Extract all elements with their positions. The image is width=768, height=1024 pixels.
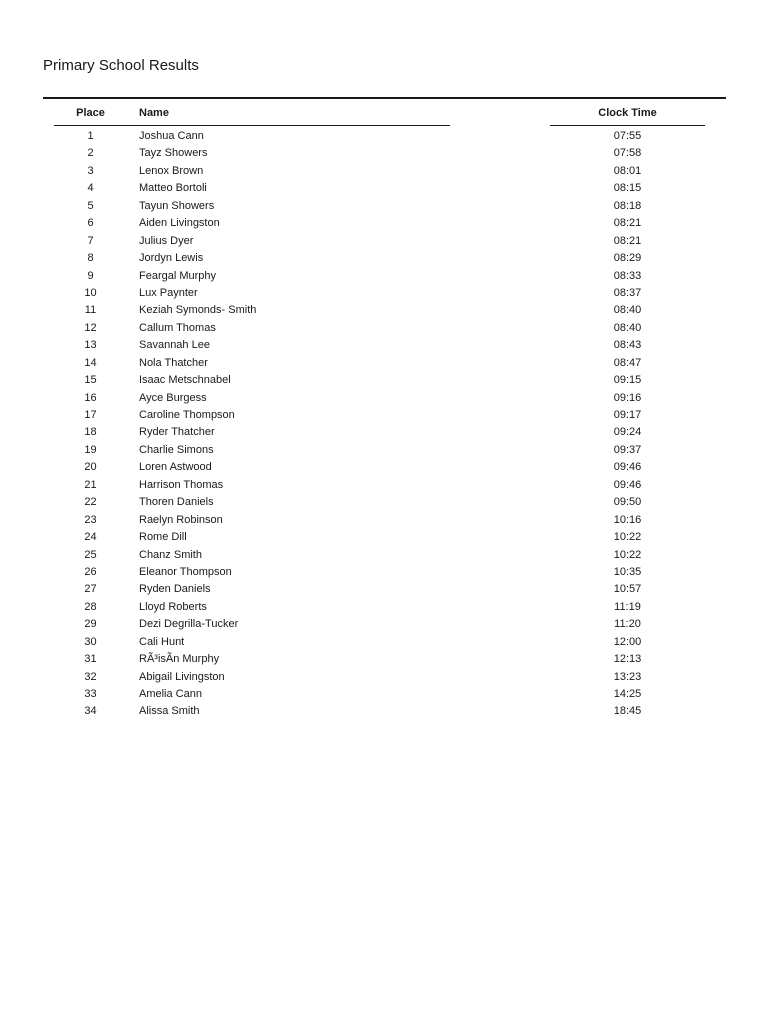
name-cell: Lenox Brown	[139, 164, 204, 177]
table-row	[0, 390, 768, 407]
place-cell: 19	[84, 443, 97, 456]
table-row	[0, 424, 768, 441]
table-row	[0, 163, 768, 180]
place-cell: 20	[84, 461, 97, 474]
clock-time-cell: 09:46	[613, 478, 642, 491]
name-cell: Ryder Thatcher	[139, 426, 215, 439]
place-cell: 10	[84, 286, 97, 299]
column-header-place: Place	[76, 107, 105, 119]
table-row	[0, 459, 768, 476]
table-row	[0, 512, 768, 529]
place-cell: 7	[87, 234, 94, 247]
clock-time-cell: 14:25	[613, 688, 642, 700]
name-cell: Callum Thomas	[139, 321, 216, 334]
name-cell: RÃ³isÃn Murphy	[139, 653, 220, 666]
place-cell: 25	[84, 548, 97, 561]
name-cell: Chanz Smith	[139, 548, 202, 561]
table-row	[0, 581, 768, 598]
table-row	[0, 128, 768, 145]
table-row	[0, 477, 768, 494]
place-cell: 17	[84, 409, 97, 421]
clock-time-cell: 10:57	[613, 583, 642, 596]
column-header-name: Name	[139, 107, 169, 119]
place-cell: 32	[84, 670, 97, 683]
clock-time-cell: 12:00	[613, 635, 642, 648]
clock-time-cell: 11:19	[614, 600, 641, 613]
name-cell: Joshua Cann	[139, 130, 204, 142]
header-underline-name	[127, 125, 450, 126]
clock-time-cell: 08:40	[613, 321, 642, 334]
name-cell: Charlie Simons	[139, 443, 214, 456]
table-row	[0, 250, 768, 267]
clock-time-cell: 08:29	[613, 252, 642, 265]
clock-time-cell: 08:21	[613, 234, 642, 247]
place-cell: 27	[84, 583, 97, 596]
clock-time-cell: 09:50	[613, 496, 642, 509]
place-cell: 34	[84, 705, 97, 718]
clock-time-cell: 10:16	[613, 513, 642, 526]
table-row	[0, 634, 768, 651]
place-cell: 23	[84, 513, 97, 526]
name-cell: Nola Thatcher	[139, 356, 208, 369]
table-row	[0, 145, 768, 162]
column-header-clock-time: Clock Time	[598, 107, 657, 119]
name-cell: Dezi Degrilla-Tucker	[139, 618, 239, 631]
clock-time-cell: 11:20	[614, 618, 641, 631]
name-cell: Ayce Burgess	[139, 391, 207, 404]
name-cell: Caroline Thompson	[139, 409, 235, 421]
place-cell: 14	[84, 356, 97, 369]
place-cell: 11	[84, 304, 97, 317]
place-cell: 4	[87, 182, 94, 195]
table-row	[0, 355, 768, 372]
table-row	[0, 703, 768, 720]
table-row	[0, 651, 768, 668]
table-row	[0, 407, 768, 424]
page-title: Primary School Results	[43, 57, 199, 74]
clock-time-cell: 10:35	[613, 565, 642, 578]
place-cell: 16	[84, 391, 97, 404]
name-cell: Keziah Symonds- Smith	[139, 304, 257, 317]
place-cell: 15	[84, 374, 97, 387]
name-cell: Isaac Metschnabel	[139, 374, 231, 387]
place-cell: 21	[84, 478, 97, 491]
place-cell: 2	[87, 147, 94, 160]
table-row	[0, 285, 768, 302]
place-cell: 24	[84, 531, 97, 544]
name-cell: Jordyn Lewis	[139, 252, 204, 265]
clock-time-cell: 13:23	[613, 670, 642, 683]
header-underline-place	[54, 125, 127, 126]
clock-time-cell: 08:47	[613, 356, 642, 369]
place-cell: 30	[84, 635, 97, 648]
table-row	[0, 302, 768, 319]
table-row	[0, 529, 768, 546]
table-row	[0, 616, 768, 633]
clock-time-cell: 08:37	[613, 286, 642, 299]
place-cell: 13	[84, 339, 97, 352]
place-cell: 3	[87, 164, 94, 177]
clock-time-cell: 10:22	[613, 548, 642, 561]
name-cell: Lloyd Roberts	[139, 600, 207, 613]
clock-time-cell: 09:15	[613, 374, 642, 387]
table-row	[0, 268, 768, 285]
title-divider	[43, 97, 726, 99]
name-cell: Julius Dyer	[139, 234, 194, 247]
place-cell: 22	[84, 496, 97, 509]
results-table-body	[0, 128, 768, 721]
name-cell: Savannah Lee	[139, 339, 210, 352]
clock-time-cell: 08:21	[613, 217, 642, 230]
table-row	[0, 372, 768, 389]
clock-time-cell: 08:40	[613, 304, 642, 317]
table-row	[0, 180, 768, 197]
name-cell: Rome Dill	[139, 531, 187, 544]
name-cell: Raelyn Robinson	[139, 513, 223, 526]
place-cell: 28	[84, 600, 97, 613]
table-row	[0, 547, 768, 564]
place-cell: 29	[84, 618, 97, 631]
clock-time-cell: 07:55	[613, 130, 642, 142]
name-cell: Ryden Daniels	[139, 583, 211, 596]
clock-time-cell: 09:24	[613, 426, 642, 439]
name-cell: Tayun Showers	[139, 199, 215, 212]
place-cell: 26	[84, 565, 97, 578]
clock-time-cell: 08:18	[613, 199, 642, 212]
table-row	[0, 669, 768, 686]
name-cell: Harrison Thomas	[139, 478, 224, 491]
table-row	[0, 215, 768, 232]
clock-time-cell: 07:58	[613, 147, 642, 160]
clock-time-cell: 09:16	[613, 391, 642, 404]
table-row	[0, 442, 768, 459]
place-cell: 33	[84, 688, 97, 700]
place-cell: 9	[87, 269, 94, 282]
place-cell: 31	[84, 653, 97, 666]
place-cell: 6	[87, 217, 94, 230]
clock-time-cell: 09:17	[613, 409, 642, 421]
table-row	[0, 564, 768, 581]
name-cell: Eleanor Thompson	[139, 565, 232, 578]
name-cell: Loren Astwood	[139, 461, 212, 474]
name-cell: Amelia Cann	[139, 688, 202, 700]
name-cell: Matteo Bortoli	[139, 182, 207, 195]
clock-time-cell: 18:45	[613, 705, 642, 718]
clock-time-cell: 08:33	[613, 269, 642, 282]
clock-time-cell: 10:22	[613, 531, 642, 544]
name-cell: Tayz Showers	[139, 147, 208, 160]
name-cell: Abigail Livingston	[139, 670, 225, 683]
place-cell: 8	[87, 252, 94, 265]
clock-time-cell: 09:46	[613, 461, 642, 474]
header-underline-clock-time	[550, 125, 705, 126]
table-row	[0, 233, 768, 250]
name-cell: Alissa Smith	[139, 705, 200, 718]
place-cell: 12	[84, 321, 97, 334]
name-cell: Cali Hunt	[139, 635, 185, 648]
name-cell: Aiden Livingston	[139, 217, 220, 230]
table-row	[0, 337, 768, 354]
table-row	[0, 320, 768, 337]
table-row	[0, 599, 768, 616]
clock-time-cell: 12:13	[613, 653, 642, 666]
name-cell: Thoren Daniels	[139, 496, 214, 509]
clock-time-cell: 09:37	[613, 443, 642, 456]
place-cell: 18	[84, 426, 97, 439]
name-cell: Lux Paynter	[139, 286, 198, 299]
clock-time-cell: 08:01	[613, 164, 642, 177]
name-cell: Feargal Murphy	[139, 269, 217, 282]
table-row	[0, 198, 768, 215]
place-cell: 5	[87, 199, 94, 212]
place-cell: 1	[87, 130, 94, 142]
table-row	[0, 686, 768, 703]
table-row	[0, 494, 768, 511]
clock-time-cell: 08:43	[613, 339, 642, 352]
clock-time-cell: 08:15	[613, 182, 642, 195]
